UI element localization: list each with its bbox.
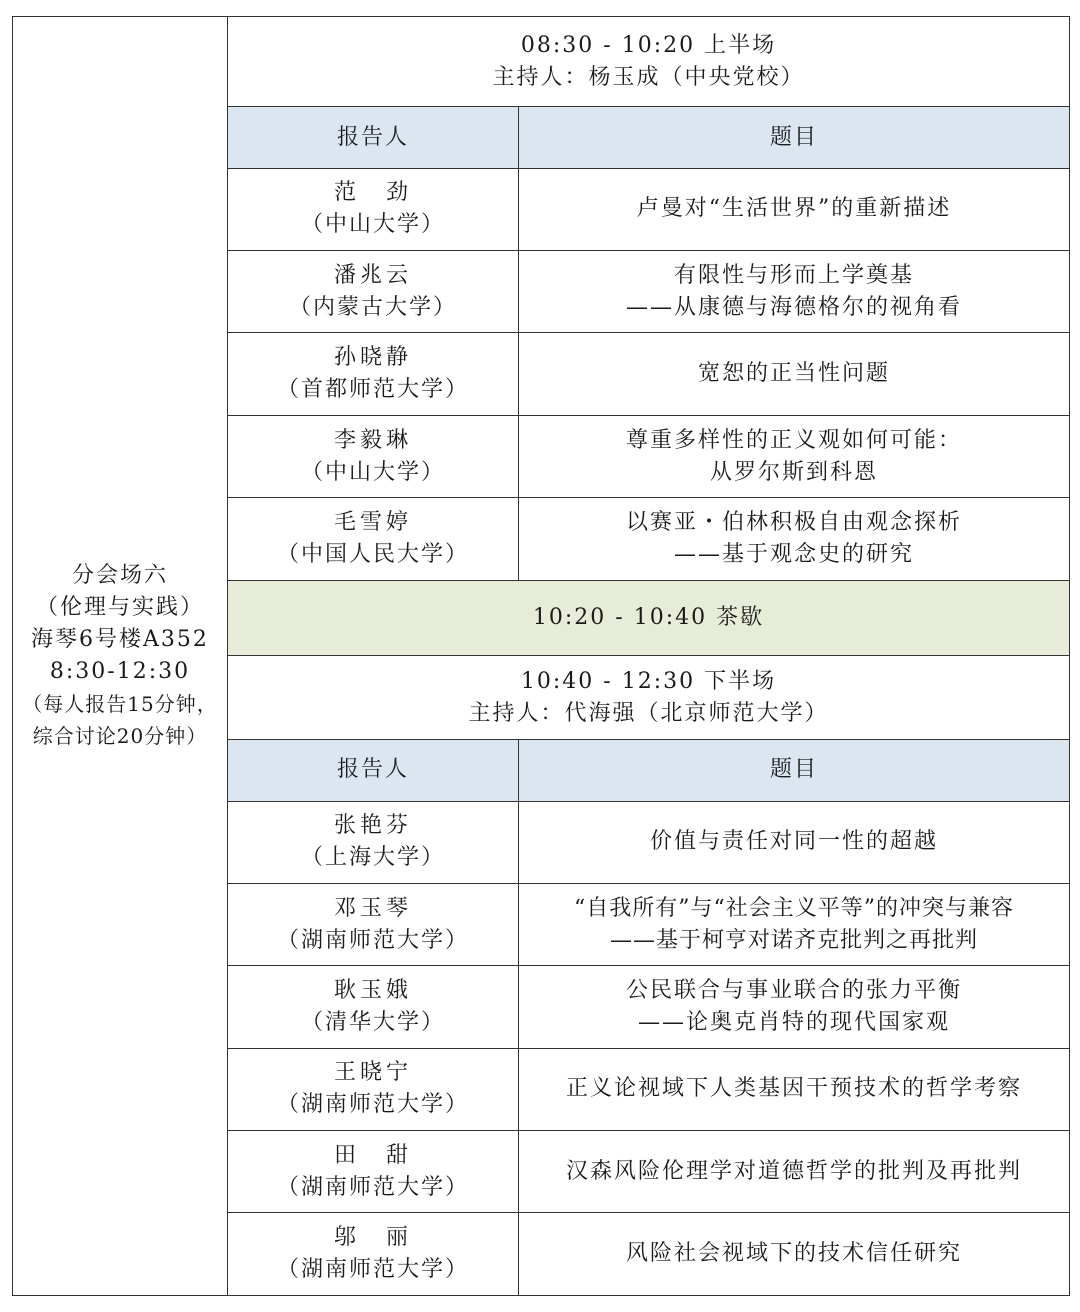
session2-time: 10:40 - 12:30 下半场 (520, 668, 777, 694)
col-speaker-header: 报告人 (228, 740, 519, 801)
speaker-name: 范 劲 (333, 180, 412, 206)
talk-subtitle: ——基于观念史的研究 (673, 541, 914, 567)
venue-time: 8:30-12:30 (49, 659, 191, 684)
speaker-cell (228, 801, 519, 883)
break-label: 10:20 - 10:40 茶歇 (228, 580, 1070, 655)
speaker-cell (228, 1213, 519, 1296)
speaker-org: （上海大学） (300, 845, 445, 871)
title-cell (519, 415, 1070, 497)
talk-title: 宽恕的正当性问题 (697, 361, 890, 387)
talk-title: “自我所有”与“社会主义平等”的冲突与兼容 (574, 895, 1014, 921)
session2-host: 主持人：代海强（北京师范大学） (468, 700, 829, 726)
col-speaker-header: 报告人 (228, 107, 519, 168)
title-cell (519, 333, 1070, 415)
speaker-org: （中国人民大学） (276, 541, 469, 567)
schedule-table (12, 16, 1070, 1296)
talk-title: 风险社会视域下的技术信任研究 (625, 1241, 962, 1267)
speaker-org: （首都师范大学） (276, 377, 469, 403)
title-cell (519, 966, 1070, 1048)
speaker-org: （中山大学） (300, 459, 445, 485)
title-cell (519, 498, 1070, 580)
title-cell (519, 1048, 1070, 1130)
speaker-org: （湖南师范大学） (276, 1092, 469, 1118)
venue-room: 海琴6号楼A352 (31, 627, 209, 652)
venue-cell (13, 17, 228, 1296)
speaker-name: 邬 丽 (333, 1225, 412, 1251)
speaker-cell (228, 1131, 519, 1213)
title-cell (519, 251, 1070, 333)
talk-title: 汉森风险伦理学对道德哲学的批判及再批判 (565, 1158, 1022, 1184)
venue-theme: （伦理与实践） (35, 595, 204, 620)
talk-subtitle: 从罗尔斯到科恩 (709, 459, 878, 485)
speaker-cell (228, 168, 519, 250)
talk-title: 尊重多样性的正义观如何可能： (625, 427, 962, 453)
talk-title: 以赛亚・伯林积极自由观念探析 (625, 509, 962, 535)
speaker-name: 田 甜 (333, 1142, 412, 1168)
venue-note-line1: （每人报告15分钟， (22, 692, 218, 716)
speaker-name: 孙晓静 (333, 345, 412, 371)
speaker-org: （湖南师范大学） (276, 1174, 469, 1200)
speaker-org: （清华大学） (300, 1010, 445, 1036)
speaker-cell (228, 883, 519, 965)
venue-note-line2: 综合讨论20分钟） (32, 724, 208, 748)
speaker-cell (228, 251, 519, 333)
venue-name: 分会场六 (71, 563, 168, 588)
speaker-cell (228, 333, 519, 415)
speaker-name: 邓玉琴 (333, 895, 412, 921)
speaker-name: 耿玉娥 (333, 978, 412, 1004)
speaker-name: 张艳芬 (333, 813, 412, 839)
talk-title: 价值与责任对同一性的超越 (649, 829, 938, 855)
session1-info (228, 17, 1070, 107)
talk-title: 有限性与形而上学奠基 (673, 262, 914, 288)
speaker-org: （湖南师范大学） (276, 1257, 469, 1283)
session1-time: 08:30 - 10:20 上半场 (520, 32, 777, 58)
speaker-org: （内蒙古大学） (288, 294, 457, 320)
speaker-name: 毛雪婷 (333, 509, 412, 535)
speaker-name: 王晓宁 (333, 1060, 412, 1086)
col-title-header: 题目 (519, 107, 1070, 168)
title-cell (519, 168, 1070, 250)
session1-header-row (13, 17, 1070, 107)
talk-subtitle: ——论奥克肖特的现代国家观 (637, 1010, 950, 1036)
speaker-cell (228, 415, 519, 497)
speaker-org: （湖南师范大学） (276, 927, 469, 953)
speaker-cell (228, 1048, 519, 1130)
session1-host: 主持人：杨玉成（中央党校） (492, 64, 805, 90)
talk-title: 卢曼对“生活世界”的重新描述 (636, 196, 952, 222)
talk-subtitle: ——基于柯亨对诺齐克批判之再批判 (609, 927, 978, 953)
title-cell (519, 1131, 1070, 1213)
title-cell (519, 801, 1070, 883)
title-cell (519, 883, 1070, 965)
speaker-name: 潘兆云 (333, 262, 412, 288)
talk-title: 正义论视域下人类基因干预技术的哲学考察 (565, 1076, 1022, 1102)
title-cell (519, 1213, 1070, 1296)
col-title-header: 题目 (519, 740, 1070, 801)
speaker-name: 李毅琳 (333, 427, 412, 453)
speaker-cell (228, 498, 519, 580)
session2-info (228, 655, 1070, 739)
talk-subtitle: ——从康德与海德格尔的视角看 (625, 294, 962, 320)
speaker-cell (228, 966, 519, 1048)
speaker-org: （中山大学） (300, 212, 445, 238)
talk-title: 公民联合与事业联合的张力平衡 (625, 978, 962, 1004)
